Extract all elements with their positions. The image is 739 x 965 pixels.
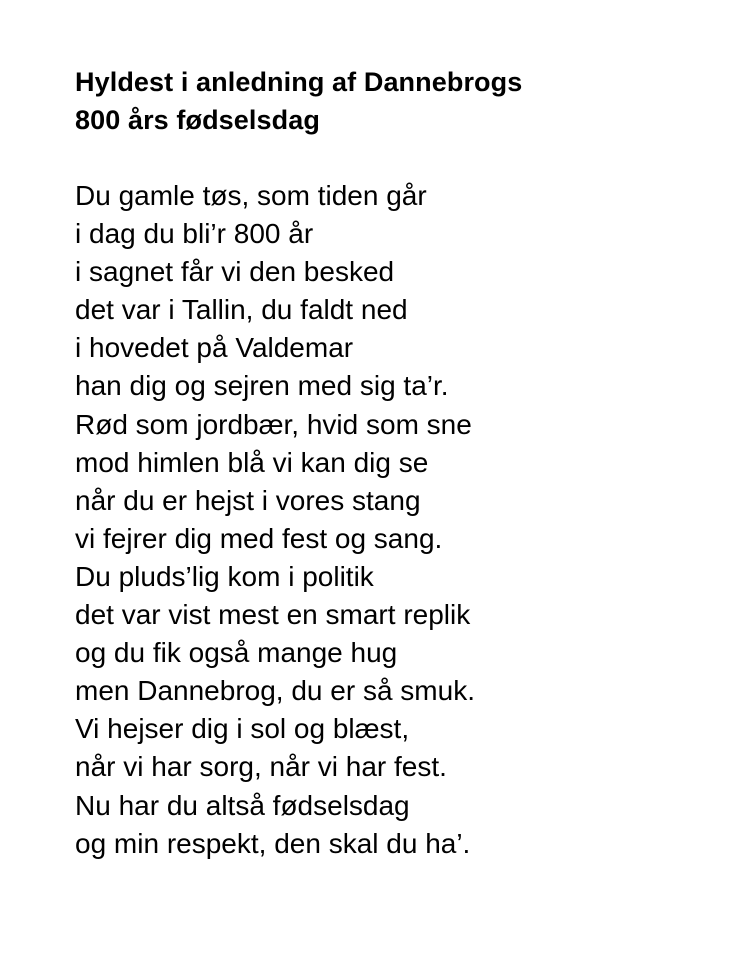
poem-line: han dig og sejren med sig ta’r. — [75, 370, 449, 402]
poem-line: og min respekt, den skal du ha’. — [75, 827, 471, 859]
title-line: Hyldest i anledning af Dannebrogs — [75, 67, 523, 97]
poem-line: når vi har sorg, når vi har fest. — [75, 751, 447, 783]
poem-line: i hovedet på Valdemar — [75, 332, 354, 364]
poem-title — [75, 63, 522, 139]
poem-line: Du gamle tøs, som tiden går — [75, 180, 427, 211]
poem-line: vi fejrer dig med fest og sang. — [75, 522, 443, 554]
poem-line: i dag du bli’r 800 år — [75, 218, 314, 250]
poem-line: og du fik også mange hug — [75, 637, 398, 669]
poem-line: men Dannebrog, du er så smuk. — [75, 675, 475, 707]
poem-line: Du pluds’lig kom i politik — [75, 560, 374, 592]
poem-line: Rød som jordbær, hvid som sne — [75, 408, 472, 440]
poem-body — [75, 177, 475, 863]
poem-line: det var vist mest en smart replik — [75, 599, 471, 631]
poem-line: i sagnet får vi den besked — [75, 256, 395, 288]
poem-line: Nu har du altså fødselsdag — [75, 789, 410, 821]
poem-line: det var i Tallin, du faldt ned — [75, 294, 408, 326]
title-line: 800 års fødselsdag — [75, 105, 320, 135]
poem-line: Vi hejser dig i sol og blæst, — [75, 713, 410, 745]
poem-line: når du er hejst i vores stang — [75, 484, 421, 516]
poem-line: mod himlen blå vi kan dig se — [75, 446, 429, 478]
